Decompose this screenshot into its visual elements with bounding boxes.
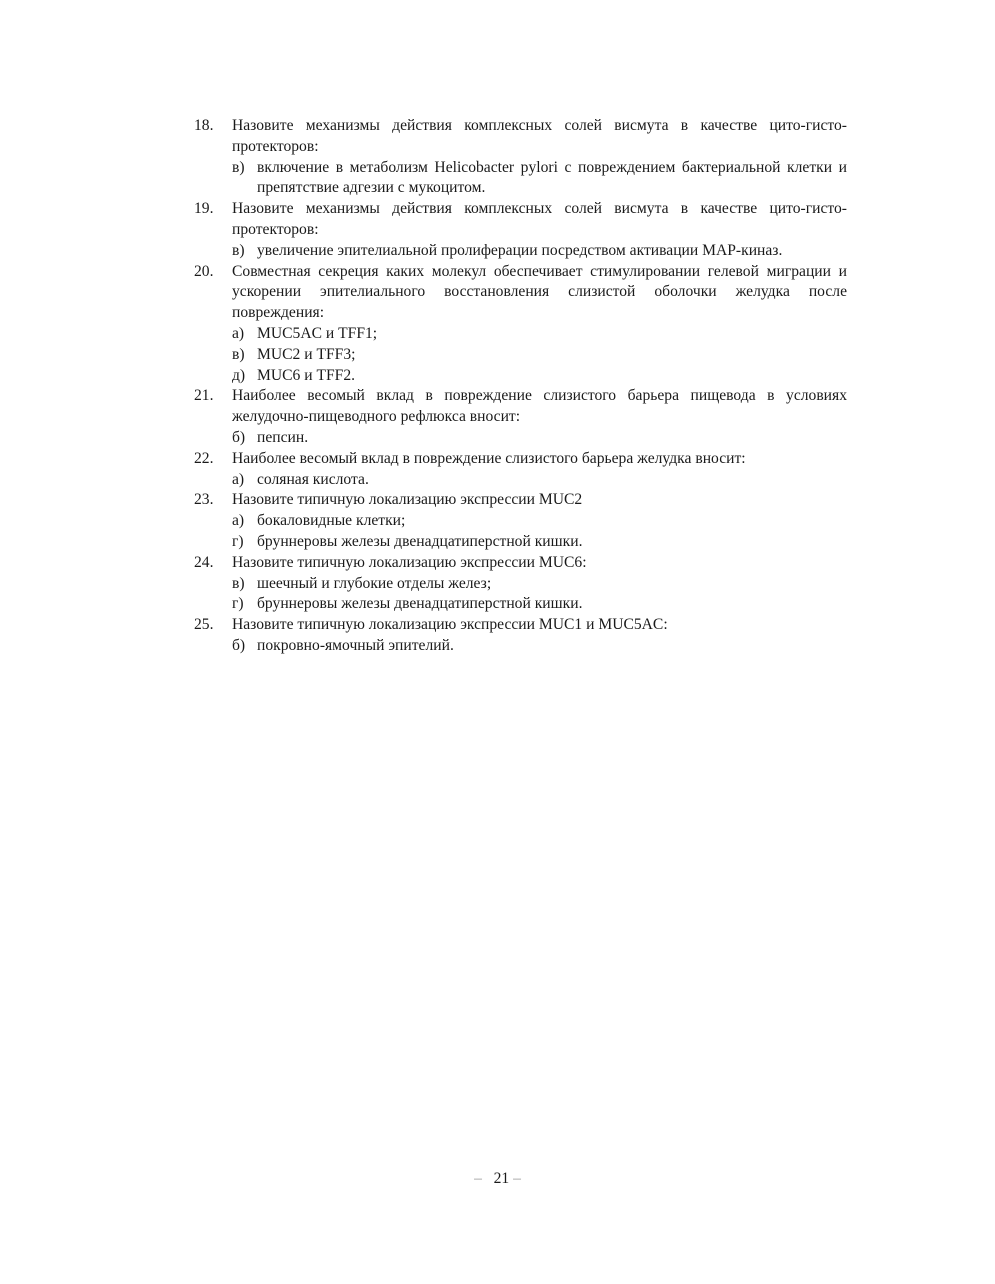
- answer-text: MUC6 и TFF2.: [257, 366, 356, 384]
- answer-text: бокаловидные клетки;: [257, 512, 406, 530]
- answer-letter: в): [232, 574, 245, 592]
- answer-letter: г): [232, 532, 244, 550]
- question-text: Назовите типичную локализацию экспрессии MUC1 и MUC5AC:: [232, 616, 668, 634]
- answer-text: MUC5AC и TFF1;: [257, 324, 378, 342]
- question-item: [194, 449, 847, 491]
- question-list: [194, 116, 847, 657]
- question-item: [194, 615, 847, 657]
- question-number: 18.: [194, 117, 214, 134]
- question-item: [194, 386, 847, 448]
- answer-letter: а): [232, 470, 245, 488]
- question-number: 24.: [194, 553, 214, 571]
- answer-letter: а): [232, 324, 245, 342]
- answer-text: включение в метаболизм Helicobacter pylori с повреждением бактериальной клетки и препятствие адгезии с мукоцитом.: [257, 158, 847, 197]
- answer-letter: в): [232, 345, 245, 363]
- answer-text: покровно-ямочный эпителий.: [257, 636, 454, 654]
- footer-dash-right: –: [513, 1170, 521, 1187]
- question-number: 25.: [194, 616, 214, 634]
- question-item: [194, 553, 847, 615]
- question-item: [194, 490, 847, 552]
- answer-letter: в): [232, 241, 245, 259]
- question-item: [194, 199, 847, 261]
- answer-letter: г): [232, 595, 244, 613]
- question-number: 22.: [194, 449, 214, 467]
- question-number: 21.: [194, 387, 214, 405]
- answer-text: бруннеровы железы двенадцатиперстной кишки.: [257, 595, 583, 613]
- page-number: 21: [493, 1170, 510, 1187]
- question-number: 20.: [194, 262, 214, 280]
- question-text: Назовите типичную локализацию экспрессии MUC6:: [232, 553, 587, 571]
- page-footer: [0, 1170, 995, 1188]
- question-item: [194, 262, 847, 387]
- answer-text: увеличение эпителиальной пролиферации посредством активации МАР-киназ.: [257, 241, 783, 259]
- footer-dash-left: –: [474, 1170, 482, 1187]
- answer-letter: в): [232, 158, 245, 176]
- answer-letter: б): [232, 428, 246, 446]
- question-number: 23.: [194, 491, 214, 509]
- answer-text: шеечный и глубокие отделы желез;: [257, 574, 492, 592]
- question-number: 19.: [194, 200, 214, 218]
- question-text: Назовите типичную локализацию экспрессии MUC2: [232, 491, 583, 509]
- answer-letter: д): [232, 366, 246, 384]
- question-text: Наиболее весомый вклад в повреждение слизистого барьера пищевода в условиях желудочно-пищеводного рефлюкса вносит:: [232, 387, 847, 426]
- answer-text: MUC2 и TFF3;: [257, 345, 356, 363]
- question-text: Наиболее весомый вклад в повреждение слизистого барьера желудка вносит:: [232, 449, 746, 467]
- answer-text: соляная кислота.: [257, 470, 369, 488]
- question-text: Назовите механизмы действия комплексных солей висмута в качестве цито-гисто-протекторов:: [232, 200, 847, 238]
- answer-text: пепсин.: [257, 428, 309, 446]
- question-text: Назовите механизмы действия комплексных солей висмута в качестве цито-гисто-протекторов:: [232, 117, 847, 155]
- answer-letter: а): [232, 512, 245, 530]
- question-text: Совместная секреция каких молекул обеспечивает стимулировании гелевой миграции и ускорении эпителиального восстановления слизистой оболочки желудка после повреждения:: [232, 262, 847, 322]
- answer-text: бруннеровы железы двенадцатиперстной кишки.: [257, 532, 583, 550]
- answer-letter: б): [232, 636, 246, 654]
- question-item: [194, 116, 847, 199]
